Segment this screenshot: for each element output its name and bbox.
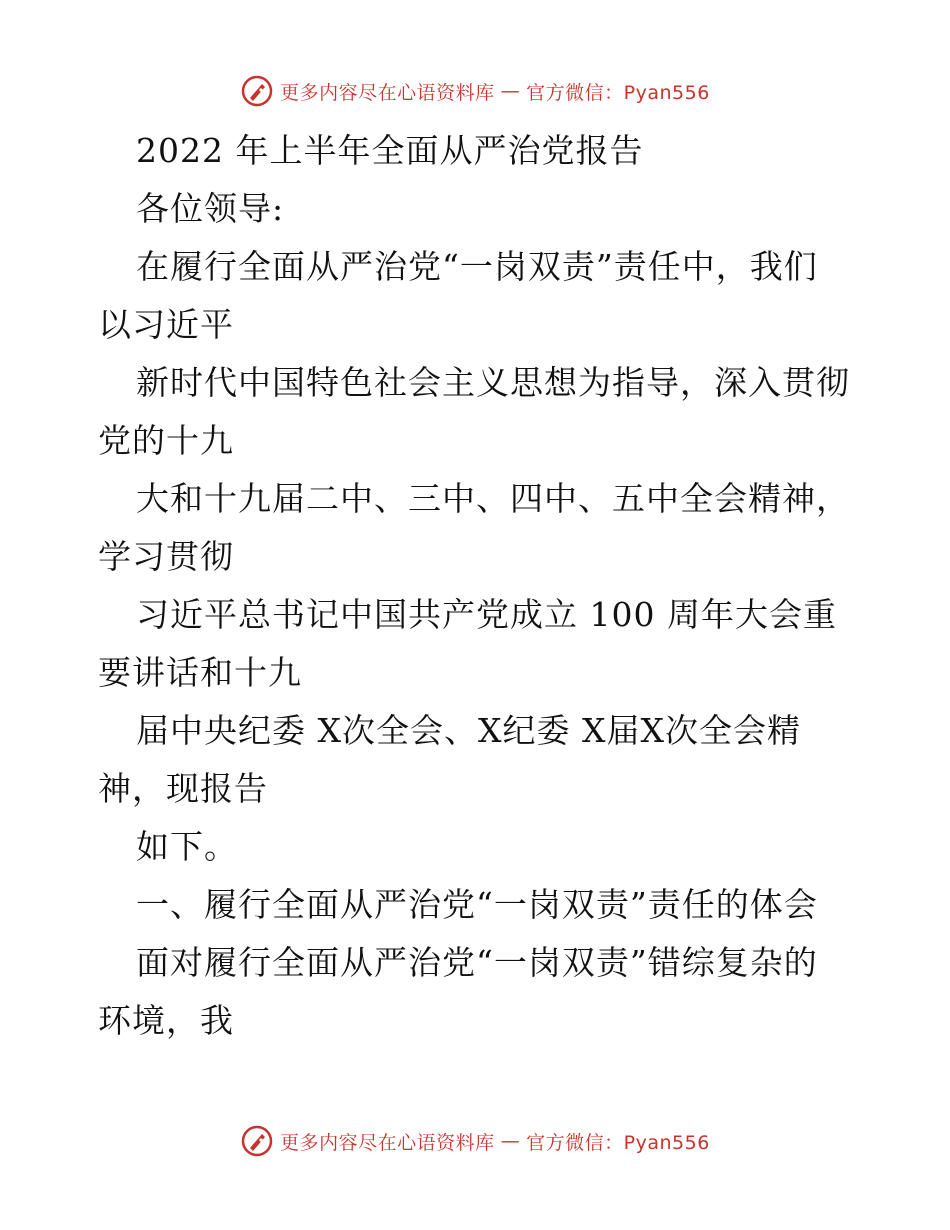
paragraph-line: 环境，我 [98, 1001, 234, 1040]
document-body [98, 122, 858, 1050]
paragraph-line: 面对履行全面从严治党“一岗双责”错综复杂的 [136, 943, 818, 982]
paragraph-line: 在履行全面从严治党“一岗双责”责任中，我们 [136, 247, 818, 286]
watermark-text: 更多内容尽在心语资料库 [280, 81, 495, 104]
paragraph-line: 届中央纪委 X次全会、X纪委 X届X次全会精 [136, 711, 801, 750]
watermark-separator: — [500, 1130, 521, 1152]
paragraph-line: 以习近平 [98, 305, 234, 344]
watermark-account: 官方微信：Pyan556 [526, 1131, 710, 1154]
paragraph-line: 党的十九 [98, 421, 234, 460]
paragraph-line: 要讲话和十九 [98, 653, 302, 692]
document-title: 2022 年上半年全面从严治党报告 [136, 131, 644, 170]
pen-nib-logo-icon [240, 74, 274, 108]
paragraph-line: 新时代中国特色社会主义思想为指导，深入贯彻 [136, 363, 850, 402]
pen-nib-logo-icon [240, 1124, 274, 1158]
watermark-separator: — [500, 80, 521, 102]
section-heading: 一、履行全面从严治党“一岗双责”责任的体会 [136, 885, 818, 924]
watermark-text: 更多内容尽在心语资料库 [280, 1131, 495, 1154]
paragraph-line: 神，现报告 [98, 769, 268, 808]
paragraph-line: 学习贯彻 [98, 537, 234, 576]
footer-watermark [0, 1124, 950, 1158]
salutation: 各位领导: [136, 189, 285, 228]
paragraph-line: 如下。 [136, 827, 238, 866]
watermark-account: 官方微信：Pyan556 [526, 81, 710, 104]
paragraph-line: 大和十九届二中、三中、四中、五中全会精神， [136, 479, 850, 518]
header-watermark [0, 74, 950, 108]
paragraph-line: 习近平总书记中国共产党成立 100 周年大会重 [136, 595, 837, 634]
